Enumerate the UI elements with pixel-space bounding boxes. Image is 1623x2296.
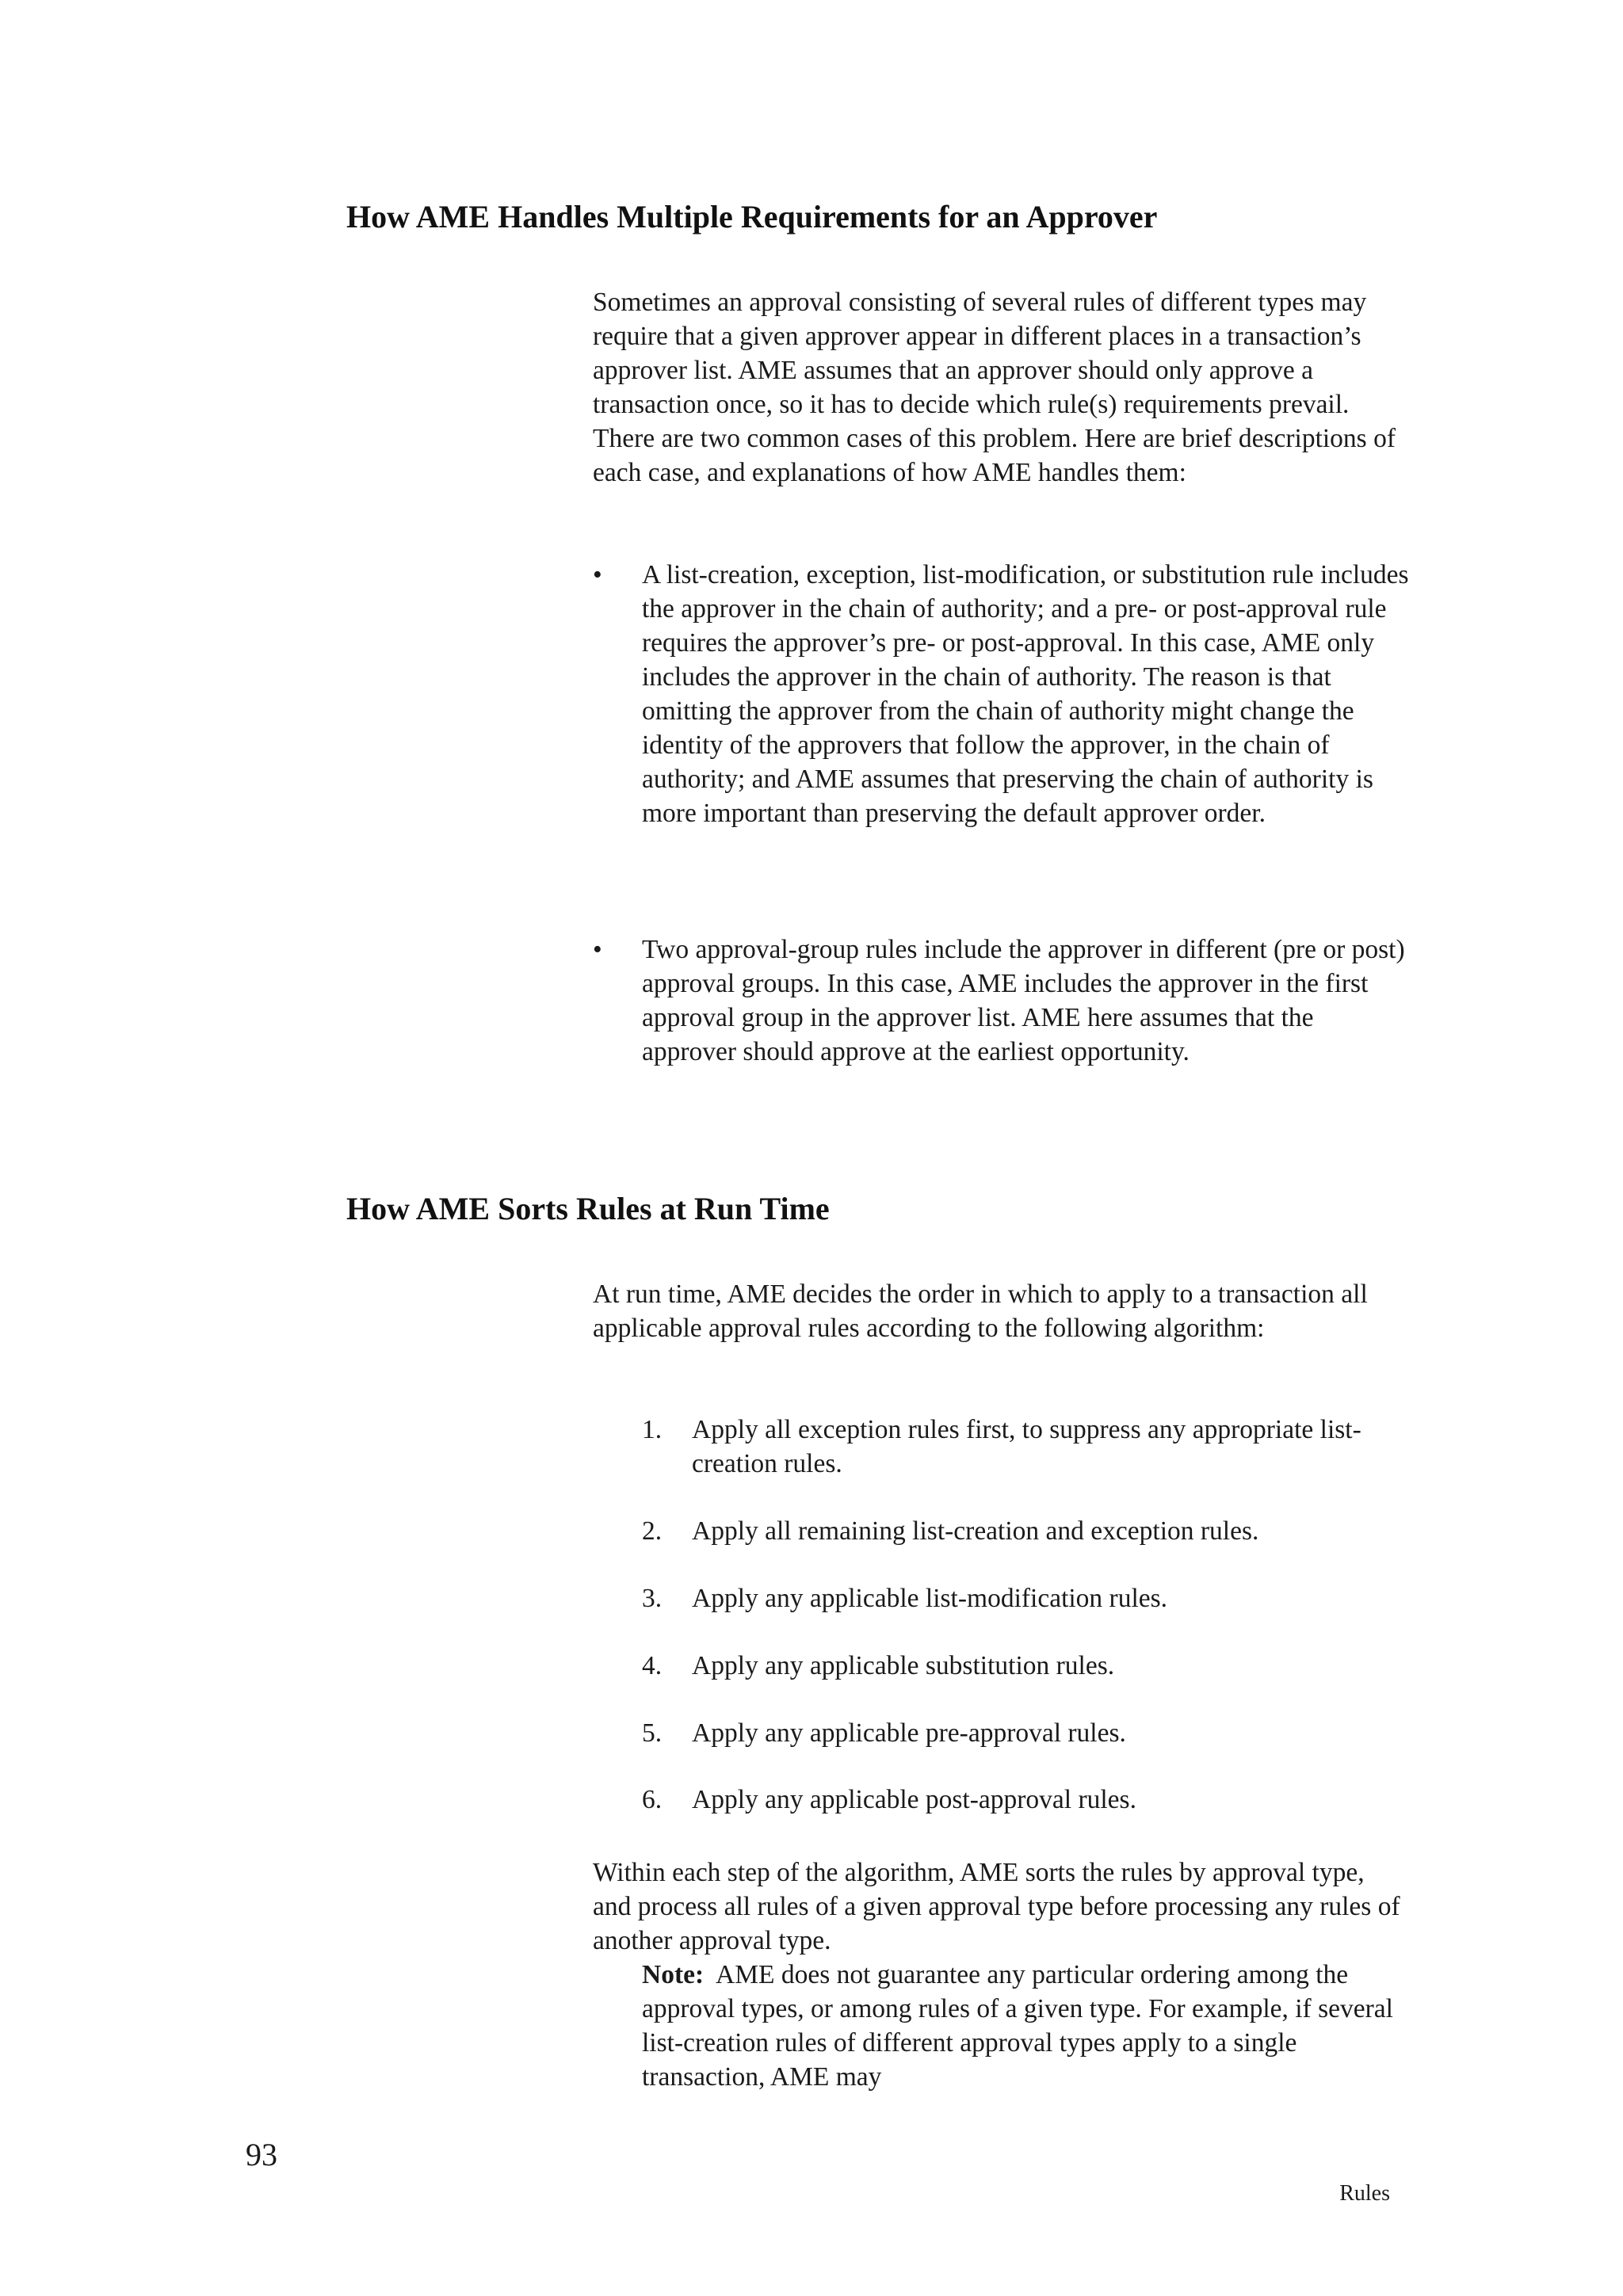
note-label: Note: <box>642 1960 705 1989</box>
step-text: Apply all exception rules first, to suppress any appropriate list-creation rules. <box>692 1415 1361 1478</box>
algorithm-step-5 <box>642 1716 1419 1750</box>
step-text: Apply any applicable list-modification rules. <box>692 1584 1168 1613</box>
note-text: AME does not guarantee any particular ordering among the approval types, or among rules of a given type. For example, if several list-creation rules of different approval types apply to a single transaction, AME may <box>642 1960 1393 2092</box>
bullet-icon: • <box>593 935 602 964</box>
bullet-text: Two approval-group rules include the approver in different (pre or post) approval groups. In this case, AME includes the approver in the first approval group in the approver list. AME here assumes that the approver should approve at the earliest opportunity. <box>642 935 1405 1066</box>
step-text: Apply any applicable substitution rules. <box>692 1651 1115 1680</box>
algorithm-step-3 <box>642 1581 1419 1615</box>
section2-intro-paragraph: At run time, AME decides the order in which to apply to a transaction all applicable approval rules according to the following algorithm: <box>593 1280 1368 1343</box>
bullet-icon: • <box>593 560 602 589</box>
step-number: 5. <box>642 1718 663 1748</box>
algorithm-step-1 <box>642 1413 1419 1481</box>
bullet-item-chain-of-authority <box>593 558 1409 830</box>
section1-intro-paragraph: Sometimes an approval consisting of several rules of different types may require that a given approver appear in different places in a transaction’s approver list. AME assumes that an approver should only approve a transaction once, so it has to decide which rule(s) requirements prevail. There are two common cases of this problem. Here are brief descriptions of each case, and explanations of how AME handles them: <box>593 288 1396 487</box>
algorithm-step-6 <box>642 1783 1419 1817</box>
step-number: 6. <box>642 1785 663 1814</box>
algorithm-step-4 <box>642 1649 1419 1683</box>
step-text: Apply any applicable post-approval rules. <box>692 1785 1136 1814</box>
section-heading-multiple-requirements: How AME Handles Multiple Requirements for an Approver <box>346 199 1158 235</box>
footer-section-label: Rules <box>1339 2181 1390 2206</box>
step-number: 2. <box>642 1516 663 1546</box>
step-number: 3. <box>642 1584 663 1613</box>
step-text: Apply all remaining list-creation and exception rules. <box>692 1516 1259 1546</box>
algorithm-step-2 <box>642 1514 1419 1548</box>
bullet-text: A list-creation, exception, list-modification, or substitution rule includes the approver in the chain of authority; and a pre- or post-approval rule requires the approver’s pre- or post-approval. In this case, AME only includes the approver in the chain of authority. The reason is that omitting the approver from the chain of authority might change the identity of the approvers that follow the approver, in the chain of authority; and AME assumes that preserving the chain of authority is more important than preserving the default approver order. <box>642 560 1409 828</box>
section-heading-sorts-rules: How AME Sorts Rules at Run Time <box>346 1191 830 1226</box>
section2-closing-paragraph: Within each step of the algorithm, AME sorts the rules by approval type, and process all rules of a given approval type before processing any rules of another approval type. <box>593 1858 1400 1955</box>
note-paragraph <box>642 1958 1411 2094</box>
step-number: 1. <box>642 1415 663 1444</box>
bullet-item-approval-groups <box>593 933 1409 1069</box>
page-number: 93 <box>246 2137 277 2172</box>
step-number: 4. <box>642 1651 663 1680</box>
step-text: Apply any applicable pre-approval rules. <box>692 1718 1126 1748</box>
